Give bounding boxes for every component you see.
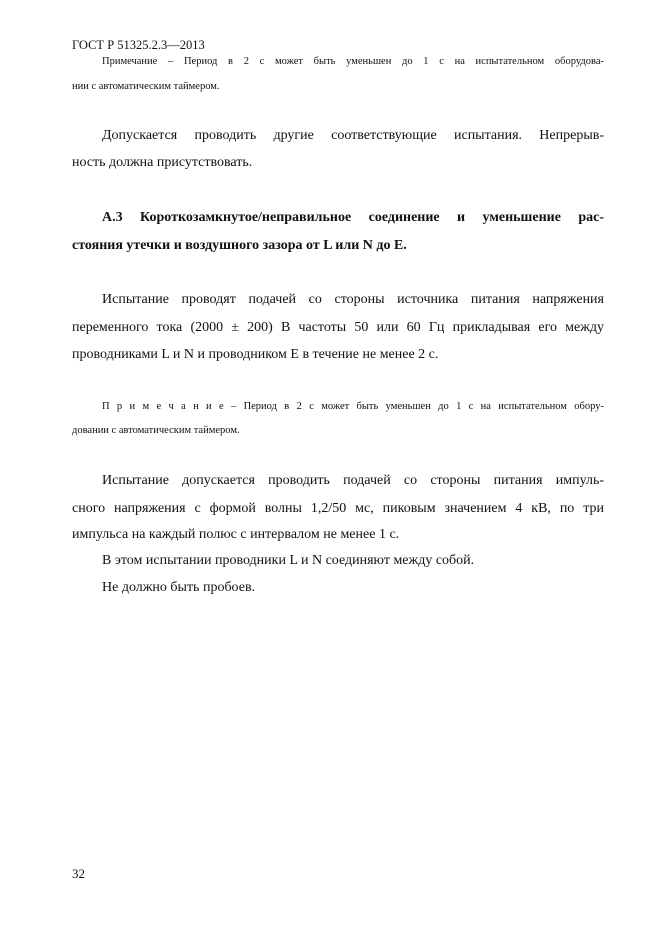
note-2-line-2: довании с автоматическим таймером. — [72, 425, 240, 436]
page-number: 32 — [72, 866, 85, 881]
paragraph-4: В этом испытании проводники L и N соединяют между собой. — [102, 553, 475, 568]
paragraph-1-line-2: ность должна присутствовать. — [72, 155, 253, 170]
paragraph-3-line-2: сного напряжения с формой волны 1,2/50 мс, пиковым значением 4 кВ, по три — [72, 501, 604, 516]
paragraph-3-line-3: импульса на каждый полюс с интервалом не менее 1 с. — [72, 527, 400, 542]
paragraph-2-line-1: Испытание проводят подачей со стороны источника питания напряжения — [102, 292, 604, 307]
paragraph-5: Не должно быть пробоев. — [102, 580, 256, 595]
document-header: ГОСТ Р 51325.2.3—2013 — [72, 38, 205, 52]
note-1-line-2: нии с автоматическим таймером. — [72, 81, 220, 92]
paragraph-1-line-1: Допускается проводить другие соответствующие испытания. Непрерыв- — [102, 128, 604, 143]
paragraph-2-line-2: переменного тока (2000 ± 200) В частоты 50 или 60 Гц прикладывая его между — [72, 320, 604, 335]
paragraph-3-line-1: Испытание допускается проводить подачей со стороны питания импуль- — [102, 473, 604, 488]
note-1-line-1: Примечание – Период в 2 с может быть уменьшен до 1 с на испытательном оборудова- — [102, 56, 604, 67]
section-heading-line-1: А.3 Короткозамкнутое/неправильное соединение и уменьшение рас- — [102, 210, 604, 225]
note-2-line-1: П р и м е ч а н и е – Период в 2 с может быть уменьшен до 1 с на испытательном обору- — [102, 401, 604, 412]
section-heading-line-2: стояния утечки и воздушного зазора от L или N до E. — [72, 238, 407, 253]
paragraph-2-line-3: проводниками L и N и проводником E в течение не менее 2 с. — [72, 347, 439, 362]
